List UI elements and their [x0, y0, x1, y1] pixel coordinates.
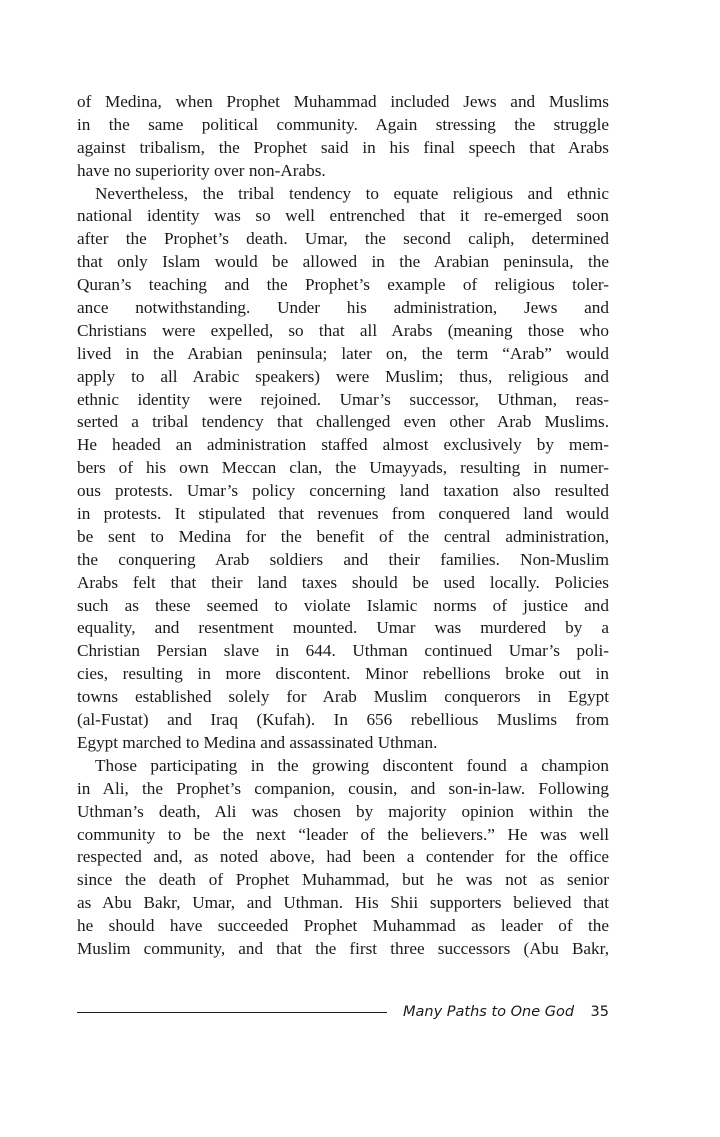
text-line: against tribalism, the Prophet said in his final speech that Arabs [77, 137, 609, 157]
text-line: Nevertheless, the tribal tendency to equate religious and ethnic [95, 183, 609, 203]
text-line: Quran’s teaching and the Prophet’s example of religious toler- [77, 275, 609, 295]
text-line: towns established solely for Arab Muslim conquerors in Egypt [77, 687, 609, 707]
text-line: He headed an administration staffed almost exclusively by mem- [77, 435, 609, 455]
text-line: community to be the next “leader of the believers.” He was well [77, 824, 609, 844]
text-line: since the death of Prophet Muhammad, but he was not as senior [77, 870, 609, 890]
text-line: serted a tribal tendency that challenged even other Arab Muslims. [77, 412, 609, 432]
text-line: bers of his own Meccan clan, the Umayyads, resulting in numer- [77, 458, 609, 478]
text-line: Christians were expelled, so that all Arabs (meaning those who [77, 320, 609, 340]
footer-rule [77, 1012, 387, 1013]
text-line: the conquering Arab soldiers and their families. Non-Muslim [77, 549, 609, 569]
text-line: Egypt marched to Medina and assassinated Uthman. [77, 732, 438, 752]
text-line: cies, resulting in more discontent. Minor rebellions broke out in [77, 664, 609, 684]
text-line: respected and, as noted above, had been a contender for the office [77, 847, 609, 867]
text-line: lived in the Arabian peninsula; later on, the term “Arab” would [77, 343, 609, 363]
text-line: of Medina, when Prophet Muhammad included Jews and Muslims [77, 92, 609, 111]
text-line: as Abu Bakr, Umar, and Uthman. His Shii supporters believed that [77, 893, 609, 913]
text-line: in protests. It stipulated that revenues from conquered land would [77, 504, 609, 524]
text-line: (al-Fustat) and Iraq (Kufah). In 656 rebellious Muslims from [77, 710, 609, 730]
body-text [77, 91, 609, 961]
text-line: Arabs felt that their land taxes should be used locally. Policies [77, 572, 609, 592]
text-line: such as these seemed to violate Islamic norms of justice and [77, 595, 609, 615]
paragraph-1 [77, 91, 609, 183]
text-line: in Ali, the Prophet’s companion, cousin, and son-in-law. Following [77, 778, 609, 798]
text-line: ous protests. Umar’s policy concerning land taxation also resulted [77, 481, 609, 501]
text-line: after the Prophet’s death. Umar, the second caliph, determined [77, 229, 609, 249]
text-line: Uthman’s death, Ali was chosen by majority opinion within the [77, 801, 609, 821]
text-line: national identity was so well entrenched that it re-emerged soon [77, 206, 609, 226]
page-number: 35 [590, 1004, 609, 1020]
running-title: Many Paths to One God [403, 1004, 575, 1020]
text-line: he should have succeeded Prophet Muhammad as leader of the [77, 916, 609, 936]
text-line: Those participating in the growing discontent found a champion [95, 755, 609, 775]
text-line: ethnic identity were rejoined. Umar’s successor, Uthman, reas- [77, 389, 609, 409]
text-line: ance notwithstanding. Under his administration, Jews and [77, 298, 609, 318]
text-line: in the same political community. Again stressing the struggle [77, 114, 609, 134]
paragraph-3 [77, 755, 609, 961]
text-line: Christian Persian slave in 644. Uthman continued Umar’s poli- [77, 641, 609, 661]
page-footer [77, 1001, 609, 1025]
paragraph-2 [77, 183, 609, 755]
text-line: apply to all Arabic speakers) were Muslim; thus, religious and [77, 366, 609, 386]
text-line: Muslim community, and that the first three successors (Abu Bakr, [77, 938, 609, 958]
text-line: equality, and resentment mounted. Umar was murdered by a [77, 618, 609, 638]
text-line: that only Islam would be allowed in the Arabian peninsula, the [77, 252, 609, 272]
text-line: be sent to Medina for the benefit of the central administration, [77, 526, 609, 546]
text-line: have no superiority over non-Arabs. [77, 160, 326, 180]
